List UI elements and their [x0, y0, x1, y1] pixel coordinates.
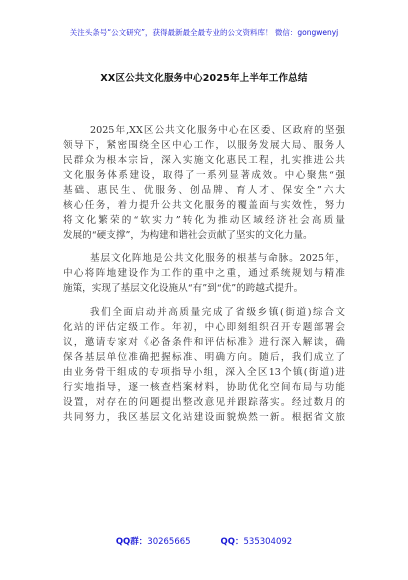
- paragraph-line: 将文化繁荣的“软实力”转化为推动区域经济社会高质量: [63, 215, 345, 226]
- document-title: XX区公共文化服务中心2025年上半年工作总结: [100, 73, 308, 84]
- footer-contact: [0, 535, 408, 547]
- paragraph-line: 中心将阵地建设作为工作的重中之重，通过系统规划与精准: [63, 268, 345, 279]
- qq-label: QQ：: [220, 537, 244, 547]
- paragraph-line: 行实地指导，逐一核查档案材料，协助优化空间布局与功能: [63, 382, 345, 393]
- paragraph-line: 由业务骨干组成的专项指导小组，深入全区13个镇(街道)进: [63, 367, 345, 378]
- qq-group-number: 30265665: [147, 537, 191, 547]
- paragraph-line: 发展的“硬支撑”，为构建和谐社会贡献了坚实的文化力量。: [63, 230, 313, 241]
- paragraph-line: 基层文化阵地是公共文化服务的根基与命脉。2025年，: [90, 253, 345, 264]
- paragraph-line: 共同努力，我区基层文化站建设面貌焕然一新。根据省文旅: [63, 412, 345, 423]
- paragraph-line: 文化服务体系建设，取得了一系列显著成效。中心聚焦“强: [63, 170, 345, 181]
- promo-banner: 关注头条号“公文研究”，获得最新最全最专业的公文资料库！ 微信：gongwenyj: [69, 28, 339, 37]
- paragraph-line: 保各基层单位准确把握标准、明确方向。随后，我们成立了: [63, 352, 345, 363]
- paragraph-line: 基础、惠民生、优服务、创品牌、育人才、保安全”六大: [63, 185, 345, 196]
- paragraph-line: 民群众为根本宗旨，深入实施文化惠民工程，扎实推进公共: [63, 155, 345, 166]
- paragraph-line: 设置，对存在的问题提出整改意见并跟踪落实。经过数月的: [63, 397, 345, 408]
- paragraph-line: 我们全面启动并高质量完成了省级乡镇(街道)综合文: [90, 307, 345, 318]
- paragraph-line: 议，邀请专家对《必备条件和评估标准》进行深入解读，确: [63, 337, 345, 348]
- qq-number: 535304092: [243, 537, 293, 547]
- paragraph-line: 化站的评估定级工作。年初，中心即刻组织召开专题部署会: [63, 322, 345, 333]
- paragraph-line: 领导下，紧密围绕全区中心工作，以服务发展大局、服务人: [63, 140, 345, 151]
- paragraph-line: 施策，实现了基层文化设施从“有”到“优”的跨越式提升。: [63, 283, 304, 294]
- paragraph-line: 核心任务，着力提升公共文化服务的覆盖面与实效性，努力: [63, 200, 345, 211]
- paragraph-line: 2025年,XX区公共文化服务中心在区委、区政府的坚强: [90, 125, 345, 136]
- qq-group-label: QQ群：: [115, 537, 148, 547]
